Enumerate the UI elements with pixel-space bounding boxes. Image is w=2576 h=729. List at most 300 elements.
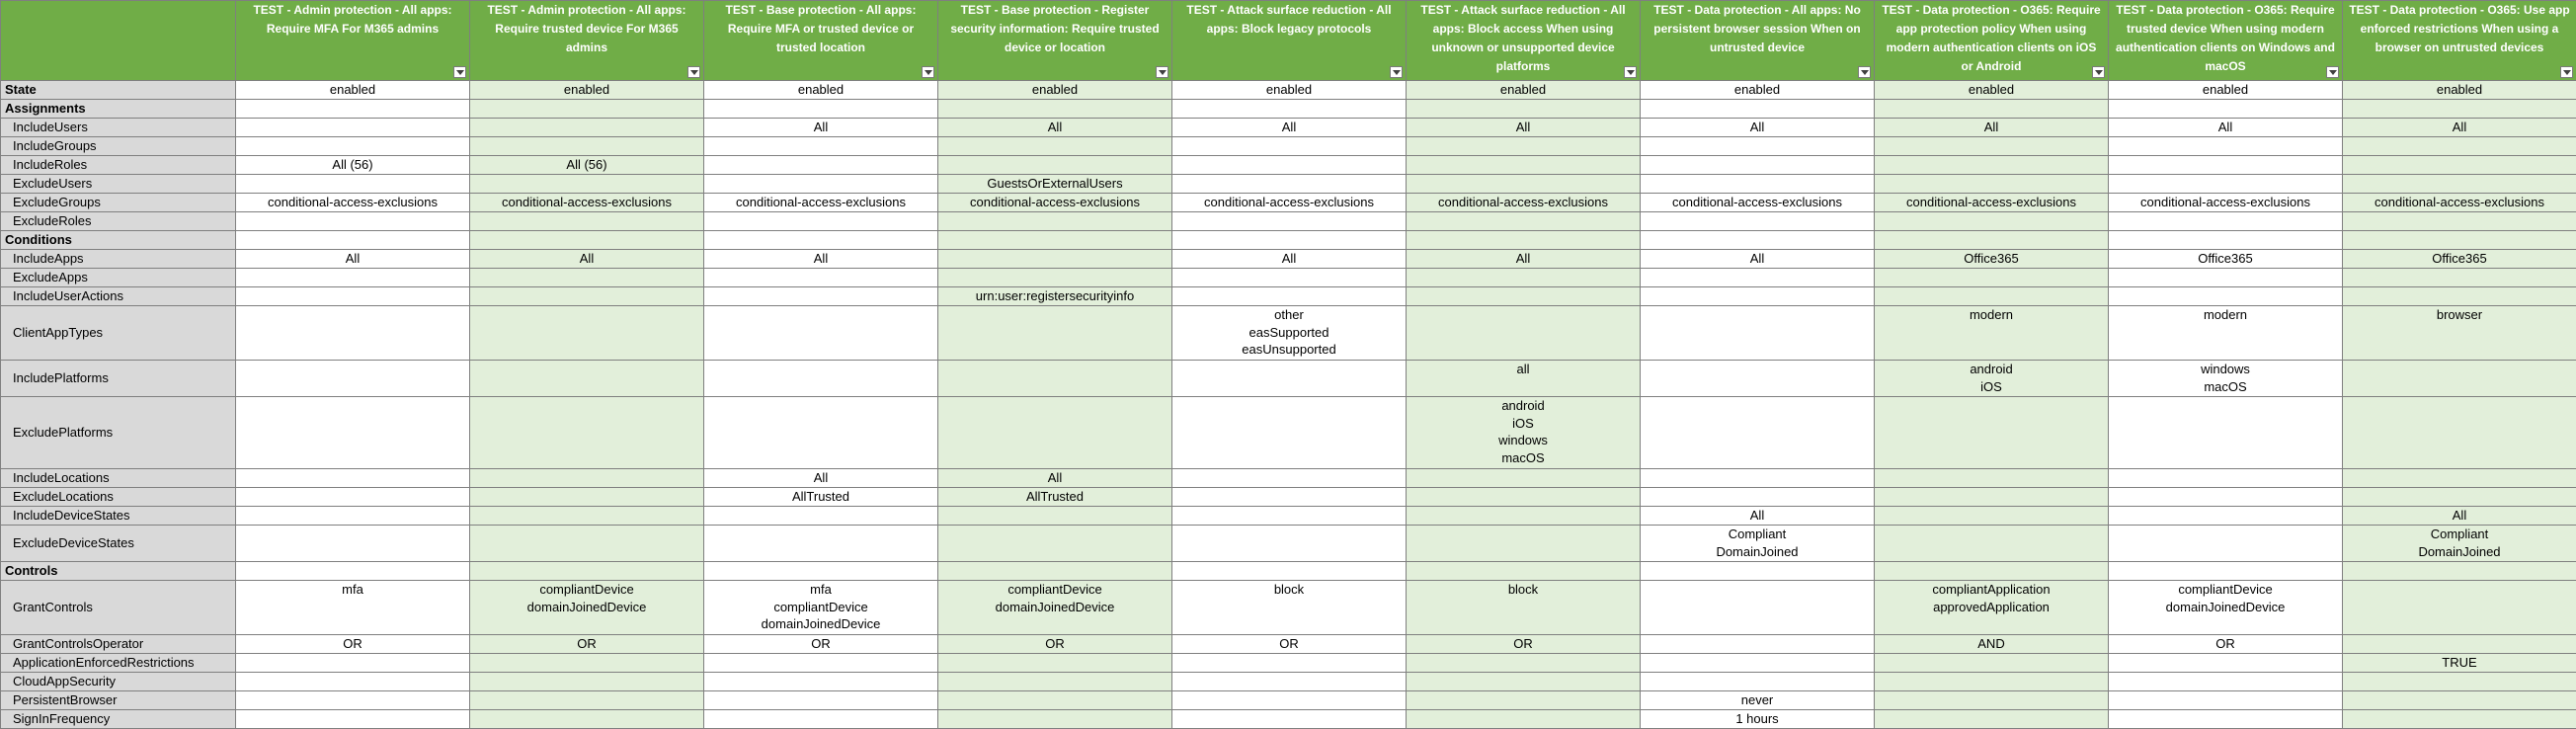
table-cell[interactable] [2343,581,2576,635]
table-cell[interactable] [236,269,470,287]
table-cell[interactable] [2109,710,2343,729]
table-cell[interactable]: OR [938,635,1172,654]
table-cell[interactable]: conditional-access-exclusions [2109,194,2343,212]
table-cell[interactable]: All [1172,119,1407,137]
table-cell[interactable] [938,361,1172,397]
table-cell[interactable] [1875,507,2109,526]
table-cell[interactable] [2109,100,2343,119]
table-cell[interactable] [1407,306,1641,361]
table-cell[interactable] [1641,231,1875,250]
table-cell[interactable] [704,212,938,231]
table-cell[interactable]: mfa [236,581,470,635]
table-cell[interactable] [1407,673,1641,691]
table-cell[interactable] [1172,212,1407,231]
filter-dropdown-icon[interactable] [2092,66,2105,78]
table-cell[interactable] [1875,156,2109,175]
table-cell[interactable]: block [1172,581,1407,635]
table-cell[interactable] [704,562,938,581]
table-cell[interactable] [1172,673,1407,691]
table-cell[interactable] [1641,469,1875,488]
table-cell[interactable] [1407,488,1641,507]
table-row [1,507,2576,526]
table-cell[interactable]: conditional-access-exclusions [1172,194,1407,212]
table-cell[interactable] [1172,654,1407,673]
table-cell[interactable] [2343,287,2576,306]
table-cell[interactable] [2343,156,2576,175]
table-cell[interactable] [2109,507,2343,526]
table-cell[interactable] [2343,469,2576,488]
table-cell[interactable] [2109,488,2343,507]
table-cell[interactable] [1172,156,1407,175]
table-cell[interactable] [1641,287,1875,306]
table-cell[interactable] [2109,691,2343,710]
table-cell[interactable] [470,231,704,250]
table-cell[interactable] [938,526,1172,562]
row-label: ApplicationEnforcedRestrictions [1,654,236,673]
table-cell[interactable] [938,691,1172,710]
table-cell[interactable] [1407,156,1641,175]
table-cell[interactable] [236,119,470,137]
table-cell[interactable] [1407,175,1641,194]
table-cell[interactable] [470,526,704,562]
table-cell[interactable] [1641,488,1875,507]
table-cell[interactable] [1641,212,1875,231]
table-cell[interactable]: conditional-access-exclusions [1407,194,1641,212]
table-cell[interactable]: other easSupported easUnsupported [1172,306,1407,361]
table-cell[interactable]: Compliant DomainJoined [1641,526,1875,562]
table-cell[interactable] [470,137,704,156]
table-cell[interactable] [1641,269,1875,287]
table-cell[interactable] [704,526,938,562]
table-cell[interactable] [470,691,704,710]
table-cell[interactable] [236,231,470,250]
row-label: GrantControlsOperator [1,635,236,654]
table-cell[interactable] [1641,581,1875,635]
table-cell[interactable] [1875,287,2109,306]
table-body [1,81,2576,729]
table-cell[interactable] [1875,488,2109,507]
filter-dropdown-icon[interactable] [453,66,466,78]
table-cell[interactable]: Office365 [2343,250,2576,269]
filter-dropdown-icon[interactable] [687,66,700,78]
table-cell[interactable]: compliantDevice domainJoinedDevice [938,581,1172,635]
table-cell[interactable] [1641,156,1875,175]
table-cell[interactable] [1172,361,1407,397]
table-cell[interactable] [704,397,938,469]
filter-dropdown-icon[interactable] [922,66,934,78]
table-cell[interactable] [236,654,470,673]
table-cell[interactable]: All [938,119,1172,137]
table-cell[interactable]: OR [1407,635,1641,654]
table-cell[interactable] [2343,361,2576,397]
table-cell[interactable]: conditional-access-exclusions [1641,194,1875,212]
table-cell[interactable] [1407,287,1641,306]
table-cell[interactable] [236,488,470,507]
table-cell[interactable]: conditional-access-exclusions [704,194,938,212]
table-cell[interactable] [2343,673,2576,691]
table-cell[interactable]: block [1407,581,1641,635]
table-cell[interactable]: OR [236,635,470,654]
table-cell[interactable] [1172,526,1407,562]
table-cell[interactable] [1407,710,1641,729]
table-cell[interactable] [1641,397,1875,469]
table-cell[interactable]: enabled [1407,81,1641,100]
table-cell[interactable] [2343,635,2576,654]
table-cell[interactable] [236,673,470,691]
table-cell[interactable] [1172,469,1407,488]
table-cell[interactable] [236,691,470,710]
table-cell[interactable]: enabled [1875,81,2109,100]
table-cell[interactable] [1407,469,1641,488]
table-cell[interactable] [470,507,704,526]
table-cell[interactable] [1875,673,2109,691]
table-cell[interactable] [470,119,704,137]
table-cell[interactable]: enabled [470,81,704,100]
column-header [1407,1,1641,81]
table-cell[interactable] [704,673,938,691]
table-cell[interactable] [2109,156,2343,175]
column-header [938,1,1172,81]
table-cell[interactable] [1641,100,1875,119]
table-cell[interactable]: compliantApplication approvedApplication [1875,581,2109,635]
table-cell[interactable] [704,361,938,397]
table-cell[interactable] [236,469,470,488]
column-header [2343,1,2576,81]
table-cell[interactable] [1172,137,1407,156]
table-cell[interactable] [2109,397,2343,469]
table-cell[interactable] [1875,397,2109,469]
table-cell[interactable] [1172,562,1407,581]
table-cell[interactable] [1172,691,1407,710]
table-cell[interactable] [2109,654,2343,673]
table-cell[interactable] [938,250,1172,269]
table-row [1,269,2576,287]
table-cell[interactable]: OR [1172,635,1407,654]
table-cell[interactable]: enabled [2343,81,2576,100]
table-cell[interactable] [704,269,938,287]
filter-dropdown-icon[interactable] [2560,66,2573,78]
table-cell[interactable] [1875,710,2109,729]
table-cell[interactable]: conditional-access-exclusions [938,194,1172,212]
table-cell[interactable] [236,287,470,306]
table-cell[interactable]: Compliant DomainJoined [2343,526,2576,562]
table-cell[interactable]: OR [704,635,938,654]
table-cell[interactable]: All [1641,507,1875,526]
row-label: IncludeApps [1,250,236,269]
table-cell[interactable]: All (56) [236,156,470,175]
table-cell[interactable] [236,212,470,231]
table-cell[interactable]: android iOS windows macOS [1407,397,1641,469]
table-cell[interactable]: AND [1875,635,2109,654]
table-cell[interactable] [1641,306,1875,361]
row-label: State [1,81,236,100]
table-cell[interactable]: All [1407,119,1641,137]
table-row [1,562,2576,581]
table-cell[interactable]: All [470,250,704,269]
table-cell[interactable]: All [938,469,1172,488]
table-cell[interactable] [938,654,1172,673]
table-cell[interactable] [236,526,470,562]
table-cell[interactable] [1407,100,1641,119]
table-cell[interactable] [2109,231,2343,250]
table-cell[interactable]: compliantDevice domainJoinedDevice [2109,581,2343,635]
column-header [704,1,938,81]
table-cell[interactable] [2109,175,2343,194]
table-cell[interactable] [2343,691,2576,710]
table-cell[interactable] [1875,212,2109,231]
table-cell[interactable]: enabled [1172,81,1407,100]
filter-dropdown-icon[interactable] [2326,66,2339,78]
row-label: PersistentBrowser [1,691,236,710]
table-cell[interactable] [236,175,470,194]
column-header-label: TEST - Data protection - O365: Use app enforced restrictions When using a browser on untrusted devices [2349,1,2570,57]
row-label: ExcludeApps [1,269,236,287]
table-cell[interactable] [938,507,1172,526]
table-cell[interactable]: enabled [938,81,1172,100]
filter-dropdown-icon[interactable] [1858,66,1871,78]
table-cell[interactable] [470,488,704,507]
table-cell[interactable]: All [236,250,470,269]
table-cell[interactable]: All [2343,119,2576,137]
table-cell[interactable] [704,175,938,194]
table-cell[interactable]: OR [2109,635,2343,654]
table-cell[interactable] [2109,673,2343,691]
table-cell[interactable] [236,397,470,469]
table-cell[interactable] [470,710,704,729]
table-cell[interactable]: urn:user:registersecurityinfo [938,287,1172,306]
table-cell[interactable] [2109,269,2343,287]
row-label: ExcludeGroups [1,194,236,212]
table-cell[interactable] [1172,269,1407,287]
table-cell[interactable] [1875,231,2109,250]
table-cell[interactable] [470,673,704,691]
table-cell[interactable] [470,287,704,306]
table-cell[interactable]: enabled [236,81,470,100]
table-cell[interactable] [1172,397,1407,469]
table-cell[interactable] [1641,361,1875,397]
table-cell[interactable] [938,306,1172,361]
table-cell[interactable]: 1 hours [1641,710,1875,729]
table-cell[interactable] [2343,175,2576,194]
table-cell[interactable] [1641,562,1875,581]
table-cell[interactable] [1407,507,1641,526]
table-cell[interactable] [1407,137,1641,156]
table-cell[interactable] [2109,287,2343,306]
table-cell[interactable]: compliantDevice domainJoinedDevice [470,581,704,635]
table-cell[interactable] [2109,137,2343,156]
table-cell[interactable] [1407,212,1641,231]
table-cell[interactable] [1172,507,1407,526]
table-cell[interactable] [2109,526,2343,562]
row-label: Controls [1,562,236,581]
table-cell[interactable]: windows macOS [2109,361,2343,397]
table-cell[interactable] [470,175,704,194]
table-cell[interactable] [2343,212,2576,231]
table-row [1,156,2576,175]
table-cell[interactable] [2343,488,2576,507]
table-cell[interactable] [1875,175,2109,194]
table-cell[interactable] [1641,635,1875,654]
table-cell[interactable]: AllTrusted [938,488,1172,507]
table-cell[interactable] [1172,100,1407,119]
table-cell[interactable]: conditional-access-exclusions [470,194,704,212]
table-cell[interactable] [704,306,938,361]
table-cell[interactable] [938,397,1172,469]
table-cell[interactable]: All (56) [470,156,704,175]
filter-dropdown-icon[interactable] [1390,66,1403,78]
table-cell[interactable]: conditional-access-exclusions [236,194,470,212]
table-row [1,287,2576,306]
table-cell[interactable] [470,306,704,361]
table-cell[interactable]: mfa compliantDevice domainJoinedDevice [704,581,938,635]
table-cell[interactable] [470,654,704,673]
table-cell[interactable] [470,562,704,581]
table-cell[interactable] [236,361,470,397]
table-cell[interactable] [2109,469,2343,488]
table-cell[interactable] [938,673,1172,691]
table-row [1,212,2576,231]
column-header [2109,1,2343,81]
table-cell[interactable]: GuestsOrExternalUsers [938,175,1172,194]
table-cell[interactable] [2343,562,2576,581]
column-header-label: TEST - Data protection - O365: Require app protection policy When using modern authentication clients on iOS or Android [1881,1,2102,76]
table-row [1,100,2576,119]
table-cell[interactable]: conditional-access-exclusions [1875,194,2109,212]
table-cell[interactable] [1875,526,2109,562]
table-cell[interactable] [938,231,1172,250]
table-cell[interactable]: conditional-access-exclusions [2343,194,2576,212]
table-cell[interactable] [2109,212,2343,231]
table-cell[interactable] [236,562,470,581]
table-row [1,397,2576,469]
table-cell[interactable]: All [1641,119,1875,137]
table-cell[interactable]: browser [2343,306,2576,361]
table-cell[interactable] [704,231,938,250]
table-cell[interactable] [1172,710,1407,729]
table-cell[interactable] [1641,137,1875,156]
table-cell[interactable] [236,100,470,119]
table-cell[interactable] [1407,654,1641,673]
table-cell[interactable]: AllTrusted [704,488,938,507]
table-cell[interactable] [1641,175,1875,194]
filter-dropdown-icon[interactable] [1156,66,1168,78]
table-cell[interactable]: TRUE [2343,654,2576,673]
table-cell[interactable] [938,212,1172,231]
table-cell[interactable] [236,507,470,526]
table-cell[interactable]: android iOS [1875,361,2109,397]
table-cell[interactable] [704,654,938,673]
table-cell[interactable] [2343,231,2576,250]
table-cell[interactable] [1407,269,1641,287]
table-cell[interactable]: All [1641,250,1875,269]
table-cell[interactable]: All [704,469,938,488]
table-row [1,526,2576,562]
table-row [1,119,2576,137]
table-cell[interactable]: never [1641,691,1875,710]
table-cell[interactable] [1407,526,1641,562]
table-cell[interactable]: enabled [1641,81,1875,100]
table-cell[interactable]: OR [470,635,704,654]
table-cell[interactable] [1407,231,1641,250]
table-cell[interactable]: Office365 [2109,250,2343,269]
table-cell[interactable] [938,710,1172,729]
table-cell[interactable] [1407,691,1641,710]
table-cell[interactable] [1641,654,1875,673]
table-cell[interactable] [1875,691,2109,710]
table-cell[interactable] [1875,100,2109,119]
table-cell[interactable] [2109,562,2343,581]
table-cell[interactable] [2343,137,2576,156]
table-cell[interactable] [1875,469,2109,488]
table-cell[interactable] [1641,673,1875,691]
table-cell[interactable] [938,137,1172,156]
table-cell[interactable] [704,137,938,156]
table-cell[interactable] [1875,562,2109,581]
table-cell[interactable]: All [1875,119,2109,137]
table-cell[interactable] [938,100,1172,119]
table-cell[interactable] [2343,397,2576,469]
table-cell[interactable] [938,156,1172,175]
table-row [1,81,2576,100]
header-row [1,1,2576,81]
table-cell[interactable] [704,100,938,119]
table-cell[interactable] [236,137,470,156]
table-cell[interactable] [1172,287,1407,306]
table-cell[interactable]: All [2343,507,2576,526]
table-cell[interactable] [470,397,704,469]
table-cell[interactable]: All [704,250,938,269]
table-cell[interactable] [1875,137,2109,156]
table-cell[interactable] [2343,710,2576,729]
table-cell[interactable] [236,710,470,729]
table-cell[interactable]: All [704,119,938,137]
table-cell[interactable]: All [1407,250,1641,269]
table-cell[interactable] [236,306,470,361]
table-cell[interactable] [704,507,938,526]
table-cell[interactable] [1875,654,2109,673]
table-cell[interactable]: enabled [2109,81,2343,100]
table-cell[interactable] [1875,269,2109,287]
table-cell[interactable] [2343,100,2576,119]
table-cell[interactable]: Office365 [1875,250,2109,269]
table-cell[interactable] [470,269,704,287]
table-cell[interactable]: All [2109,119,2343,137]
filter-dropdown-icon[interactable] [1624,66,1637,78]
table-cell[interactable] [1172,175,1407,194]
row-label: IncludePlatforms [1,361,236,397]
table-cell[interactable] [470,469,704,488]
table-cell[interactable]: All [1172,250,1407,269]
table-cell[interactable] [704,691,938,710]
table-cell[interactable] [938,562,1172,581]
table-cell[interactable] [938,269,1172,287]
table-cell[interactable]: modern [1875,306,2109,361]
table-cell[interactable] [1407,562,1641,581]
table-cell[interactable] [470,100,704,119]
table-cell[interactable] [1172,231,1407,250]
table-cell[interactable] [704,156,938,175]
column-header-label: TEST - Admin protection - All apps: Require MFA For M365 admins [242,1,463,39]
table-cell[interactable] [470,361,704,397]
table-cell[interactable] [470,212,704,231]
table-cell[interactable] [704,710,938,729]
table-cell[interactable] [1172,488,1407,507]
table-cell[interactable]: modern [2109,306,2343,361]
table-cell[interactable]: all [1407,361,1641,397]
table-cell[interactable] [2343,269,2576,287]
table-cell[interactable] [704,287,938,306]
table-cell[interactable]: enabled [704,81,938,100]
